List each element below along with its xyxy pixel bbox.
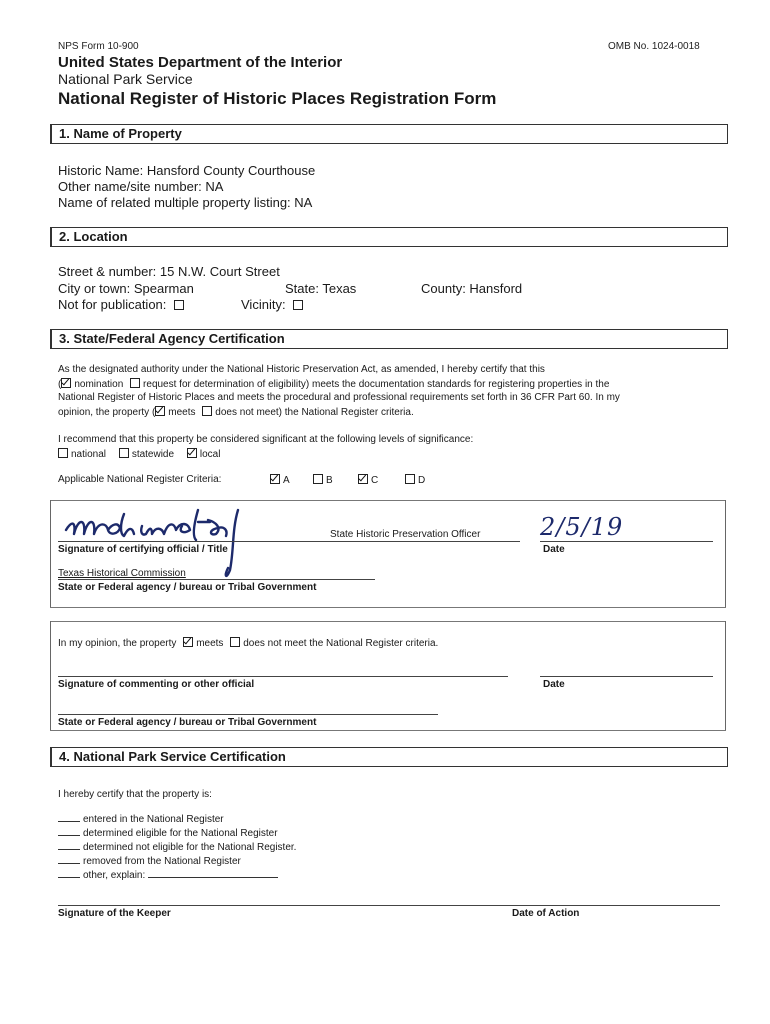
nomination-label: nomination [74, 379, 124, 390]
criteria-b-label: B [326, 475, 333, 486]
meets-checkbox[interactable] [155, 406, 165, 416]
page-title: National Register of Historic Places Registration Form [58, 89, 497, 108]
comment-does-not-meet-label: does not meet the National Register criteria. [243, 638, 439, 649]
criteria-a-checkbox[interactable] [270, 474, 280, 484]
section-3-title: 3. State/Federal Agency Certification [59, 331, 285, 346]
criteria-a [270, 474, 290, 486]
not-for-publication-label: Not for publication: [58, 297, 167, 312]
historic-name: Historic Name: Hansford County Courthouse [58, 163, 316, 178]
criteria-d-label: D [418, 475, 426, 486]
criteria-d [405, 474, 425, 486]
comment-block-right-border [725, 621, 726, 731]
section-4-header [50, 747, 728, 767]
agency-name-value: Texas Historical Commission [58, 568, 186, 579]
certification-line-1: As the designated authority under the National Historic Preservation Act, as amended, I hereby certify that this [58, 364, 545, 375]
nps-option-entered[interactable]: entered in the National Register [58, 813, 224, 825]
criteria-label: Applicable National Register Criteria: [58, 474, 222, 485]
nps-option-removed[interactable]: removed from the National Register [58, 855, 241, 867]
county: County: Hansford [421, 281, 523, 296]
vicinity-label: Vicinity: [241, 297, 286, 312]
comment-meets-checkbox[interactable] [183, 637, 193, 647]
signature-block-left-border [50, 500, 51, 608]
city-town: City or town: Spearman [58, 281, 194, 296]
does-not-meet-checkbox[interactable] [202, 406, 212, 416]
level-national-checkbox[interactable] [58, 448, 68, 458]
comment-date-label: Date [543, 679, 565, 690]
department-name: United States Department of the Interior [58, 54, 343, 71]
significance-levels [58, 448, 220, 460]
agency-label: State or Federal agency / bureau or Tribal Government [58, 582, 317, 593]
section-4-title: 4. National Park Service Certification [59, 749, 286, 764]
comment-agency-label: State or Federal agency / bureau or Tribal Government [58, 717, 317, 728]
comment-signature-line [58, 676, 508, 677]
date-of-action-label: Date of Action [512, 908, 580, 919]
recommend-text: I recommend that this property be considered significant at the following levels of significance: [58, 434, 474, 445]
comment-meets-label: meets [196, 638, 224, 649]
meets-label: meets [168, 407, 196, 418]
criteria-c-label: C [371, 475, 379, 486]
section-2-title: 2. Location [59, 229, 128, 244]
keeper-signature-line [58, 905, 720, 906]
multiple-property-listing: Name of related multiple property listing: NA [58, 195, 313, 210]
criteria-c [358, 474, 378, 486]
vicinity-checkbox[interactable] [293, 300, 303, 310]
signature-of-keeper-label: Signature of the Keeper [58, 908, 171, 919]
comment-block-bottom-border [50, 730, 726, 731]
signature-block-right-border [725, 500, 726, 608]
comment-agency-line [58, 714, 438, 715]
nps-option-determined-eligible[interactable]: determined eligible for the National Register [58, 827, 278, 839]
does-not-meet-label: does not meet) the National Register criteria. [215, 407, 414, 418]
section-2-header [50, 227, 728, 247]
not-for-publication-checkbox[interactable] [174, 300, 184, 310]
vicinity [241, 297, 306, 312]
comment-date-line [540, 676, 713, 677]
certification-line-4: opinion, the property ( meets does not meet) the National Register criteria. [58, 407, 414, 418]
other-explain-field[interactable] [148, 869, 278, 878]
section-1-header [50, 124, 728, 144]
criteria-d-checkbox[interactable] [405, 474, 415, 484]
request-checkbox[interactable] [130, 378, 140, 388]
signature-of-certifying-official-label: Signature of certifying official / Title [58, 544, 228, 555]
level-statewide-checkbox[interactable] [119, 448, 129, 458]
criteria-b-checkbox[interactable] [313, 474, 323, 484]
not-for-publication [58, 297, 187, 312]
comment-opinion: In my opinion, the property meets does not meet the National Register criteria. [58, 638, 439, 649]
date-line [540, 541, 713, 542]
nps-option-other[interactable]: other, explain: [58, 869, 278, 881]
criteria-a-label: A [283, 475, 290, 486]
nomination-checkbox[interactable] [61, 378, 71, 388]
certification-line-2: ( nomination request for determination of eligibility) meets the documentation standards for registering properties in the [58, 379, 610, 390]
officer-title: State Historic Preservation Officer [330, 529, 481, 540]
level-local-checkbox[interactable] [187, 448, 197, 458]
omb-number: OMB No. 1024-0018 [608, 41, 700, 52]
form-number: NPS Form 10-900 [58, 41, 139, 52]
comment-block-top-border [50, 621, 725, 622]
section-3-header [50, 329, 728, 349]
comment-does-not-meet-checkbox[interactable] [230, 637, 240, 647]
comment-block-left-border [50, 621, 51, 731]
criteria-c-checkbox[interactable] [358, 474, 368, 484]
other-name: Other name/site number: NA [58, 179, 224, 194]
signature-line [58, 541, 520, 542]
street-number: Street & number: 15 N.W. Court Street [58, 264, 280, 279]
level-statewide-label: statewide [131, 449, 175, 460]
signature-block-bottom-border [50, 607, 726, 608]
agency-name: National Park Service [58, 71, 193, 87]
agency-line [58, 579, 375, 580]
request-label: request for determination of eligibility) meets the documentation standards for registering properties in the [143, 379, 610, 390]
level-national-label: national [71, 449, 107, 460]
certification-line-3: National Register of Historic Places and meets the procedural and professional requirements set forth in 36 CFR Part 60. In my [58, 392, 620, 403]
level-local-label: local [199, 449, 221, 460]
comment-signature-label: Signature of commenting or other official [58, 679, 255, 690]
date-label: Date [543, 544, 565, 555]
nps-option-not-eligible[interactable]: determined not eligible for the National Register. [58, 841, 296, 853]
certification-date-handwritten: 2/5/19 [540, 513, 624, 541]
section-1-title: 1. Name of Property [59, 126, 182, 141]
certify-text: I hereby certify that the property is: [58, 789, 212, 800]
criteria-b [313, 474, 333, 486]
state: State: Texas [285, 281, 357, 296]
